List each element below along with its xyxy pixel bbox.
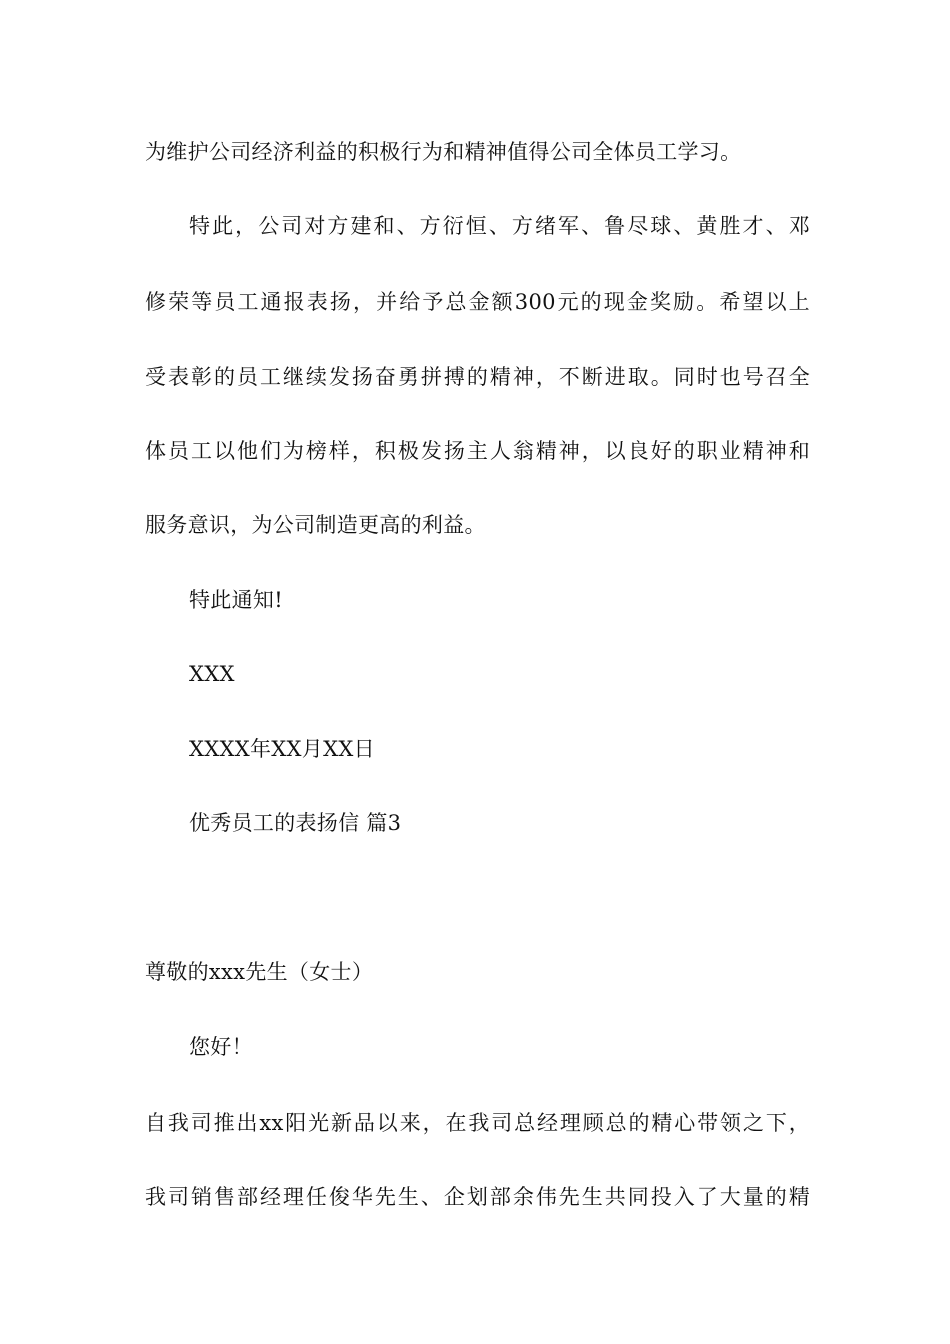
salutation: 尊敬的xxx先生（女士）: [145, 960, 374, 984]
paragraph-line: 我司销售部经理任俊华先生、企划部余伟先生共同投入了大量的精: [145, 1185, 810, 1209]
paragraph-line: 自我司推出xx阳光新品以来，在我司总经理顾总的精心带领之下，: [145, 1111, 810, 1135]
paragraph-line: 为维护公司经济利益的积极行为和精神值得公司全体员工学习。: [145, 140, 742, 164]
paragraph-line: 修荣等员工通报表扬，并给予总金额300元的现金奖励。希望以上: [145, 290, 810, 314]
greeting: 您好！: [189, 1035, 253, 1059]
paragraph-line: 特此，公司对方建和、方衍恒、方绪军、鲁尽球、黄胜才、邓: [189, 214, 810, 238]
date-line: XXXX年XX月XX日: [189, 737, 375, 761]
paragraph-line: 受表彰的员工继续发扬奋勇拼搏的精神，不断进取。同时也号召全: [145, 365, 810, 389]
paragraph-line: 服务意识，为公司制造更高的利益。: [145, 513, 486, 537]
closing-notice: 特此通知!: [189, 588, 283, 612]
paragraph-line: 体员工以他们为榜样，积极发扬主人翁精神，以良好的职业精神和: [145, 439, 810, 463]
signature: XXX: [189, 662, 235, 686]
section-title: 优秀员工的表扬信 篇3: [189, 811, 402, 835]
